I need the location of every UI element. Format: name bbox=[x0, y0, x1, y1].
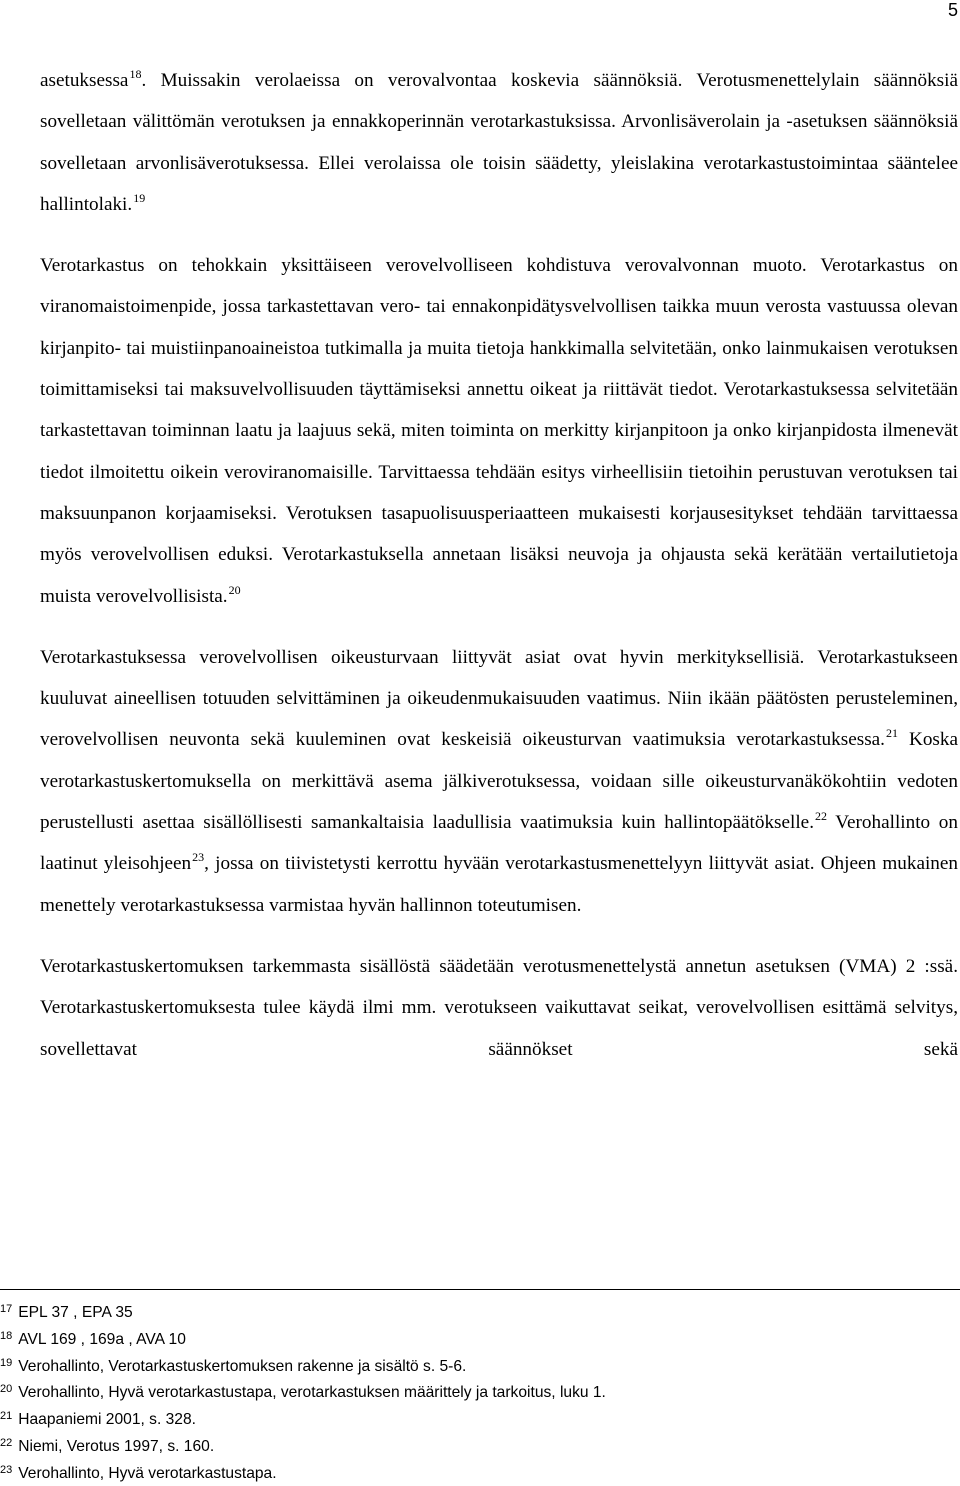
footnote-number: 20 bbox=[0, 1383, 13, 1396]
page-number: 5 bbox=[947, 0, 958, 20]
footnote-21 bbox=[0, 1405, 958, 1432]
footnote-text: AVL 169 , 169a , AVA 10 bbox=[18, 1330, 186, 1348]
paragraph-4 bbox=[40, 946, 958, 1070]
footnote-number: 23 bbox=[0, 1463, 13, 1476]
text-segment: Verotarkastus on tehokkain yksittäiseen verovelvolliseen kohdistuva verovalvonnan muoto. Verotarkastus on viranomaistoimenpide, jossa tarkastettavan vero- tai ennakonpidätysvelvollisen taikka muun verosta vastuussa olevan kirjanpito- tai muistiinpanoaineistoa tutkimalla ja muita tietoja hankkimalla selvitetään, onko lainmukaisen verotuksen toimittamiseksi tai maksuvelvollisuuden täyttämiseksi annettu oikeat ja riittävät tiedot. Verotarkastuksessa selvitetään tarkastettavan toiminnan laatu ja laajuus sekä, miten toiminta on merkitty kirjanpitoon ja onko kirjanpidosta ilmenevät tiedot ilmoitettu oikein veroviranomaisille. Tarvittaessa tehdään esitys virheellisiin tietoihin perustuvan verotuksen tai maksuunpanon korjaamiseksi. Verotuksen tasapuolisuusperiaatteen mukaisesti korjausesitykset tehdään tarvittaessa myös verovelvollisen eduksi. Verotarkastuksella annetaan lisäksi neuvoja ja ohjausta sekä kerätään vertailutietoja muista verovelvollisista. bbox=[40, 255, 958, 607]
footnote-18 bbox=[0, 1325, 958, 1352]
footnote-ref: 19 bbox=[133, 190, 146, 205]
body-text bbox=[40, 60, 958, 1070]
footnote-text: Verohallinto, Hyvä verotarkastustapa. bbox=[18, 1464, 277, 1482]
paragraph-1 bbox=[40, 60, 958, 225]
footnote-number: 18 bbox=[0, 1329, 13, 1342]
footnote-number: 21 bbox=[0, 1410, 13, 1423]
footnote-text: Niemi, Verotus 1997, s. 160. bbox=[18, 1437, 215, 1455]
footnote-number: 19 bbox=[0, 1356, 13, 1369]
paragraph-2 bbox=[40, 245, 958, 617]
footnote-ref: 23 bbox=[192, 850, 205, 865]
text-segment: Koska verotarkastuskertomuksella on merkittävä asema jälkiverotuksessa, voidaan sille oikeusturvanäkökohtiin vedoten perustellusti asettaa sisällöllisesti samankaltaisia laadullisia vaatimuksia kuin hallintopäätökselle. bbox=[40, 729, 958, 834]
paragraph-3 bbox=[40, 637, 958, 926]
text-segment: Verohallinto on laatinut yleisohjeen bbox=[40, 812, 958, 875]
footnote-ref: 20 bbox=[228, 582, 241, 597]
footnote-ref: 18 bbox=[129, 67, 142, 81]
text-segment: , jossa on tiivistetysti kerrottu hyvään verotarkastusmenettelyyn liittyvät asiat. Ohjeen mukainen menettely verotarkastuksessa varmistaa hyvän hallinnon toteutumisen. bbox=[40, 853, 958, 916]
footnote-separator bbox=[0, 1289, 960, 1290]
footnote-text: Haapaniemi 2001, s. 328. bbox=[18, 1411, 196, 1429]
text-segment: asetuksessa bbox=[40, 70, 129, 91]
footnote-23 bbox=[0, 1459, 958, 1486]
footnote-ref: 21 bbox=[885, 726, 898, 741]
footnote-text: EPL 37 , EPA 35 bbox=[18, 1304, 133, 1321]
footnote-number: 17 bbox=[0, 1303, 13, 1315]
text-segment: . Muissakin verolaeissa on verovalvontaa koskevia säännöksiä. Verotusmenettelylain säännöksiä sovelletaan välittömän verotuksen ja ennakkoperinnän verotarkastuksissa. Arvonlisäverolain ja -asetuksen säännöksiä sovelletaan arvonlisäverotuksessa. Ellei verolaissa ole toisin säädetty, yleislakina verotarkastustoimintaa sääntelee hallintolaki. bbox=[40, 70, 958, 215]
footnotes bbox=[0, 1298, 958, 1486]
footnote-22 bbox=[0, 1432, 958, 1459]
text-segment: Verotarkastuskertomuksen tarkemmasta sisällöstä säädetään verotusmenettelystä annetun asetuksen (VMA) 2 :ssä. Verotarkastuskertomuksesta tulee käydä ilmi mm. verotukseen vaikuttavat seikat, verovelvollisen esittämä selvitys, sovellettavat säännökset sekä bbox=[40, 955, 958, 1060]
footnote-number: 22 bbox=[0, 1436, 13, 1449]
footnote-ref: 22 bbox=[815, 809, 827, 824]
footnote-17 bbox=[0, 1298, 958, 1325]
footnote-text: Verohallinto, Verotarkastuskertomuksen rakenne ja sisältö s. 5-6. bbox=[18, 1357, 467, 1375]
footnote-text: Verohallinto, Hyvä verotarkastustapa, verotarkastuksen määrittely ja tarkoitus, luku 1. bbox=[18, 1384, 606, 1402]
footnote-20 bbox=[0, 1378, 958, 1405]
footnote-19 bbox=[0, 1352, 958, 1379]
text-segment: Verotarkastuksessa verovelvollisen oikeusturvaan liittyvät asiat ovat hyvin merkityksellisiä. Verotarkastukseen kuuluvat aineellisen totuuden selvittäminen ja oikeudenmukaisuuden vaatimus. Niin ikään päätösten perusteleminen, verovelvollisen neuvonta sekä kuuleminen ovat keskeisiä oikeusturvan vaatimuksia verotarkastuksessa. bbox=[40, 646, 958, 751]
